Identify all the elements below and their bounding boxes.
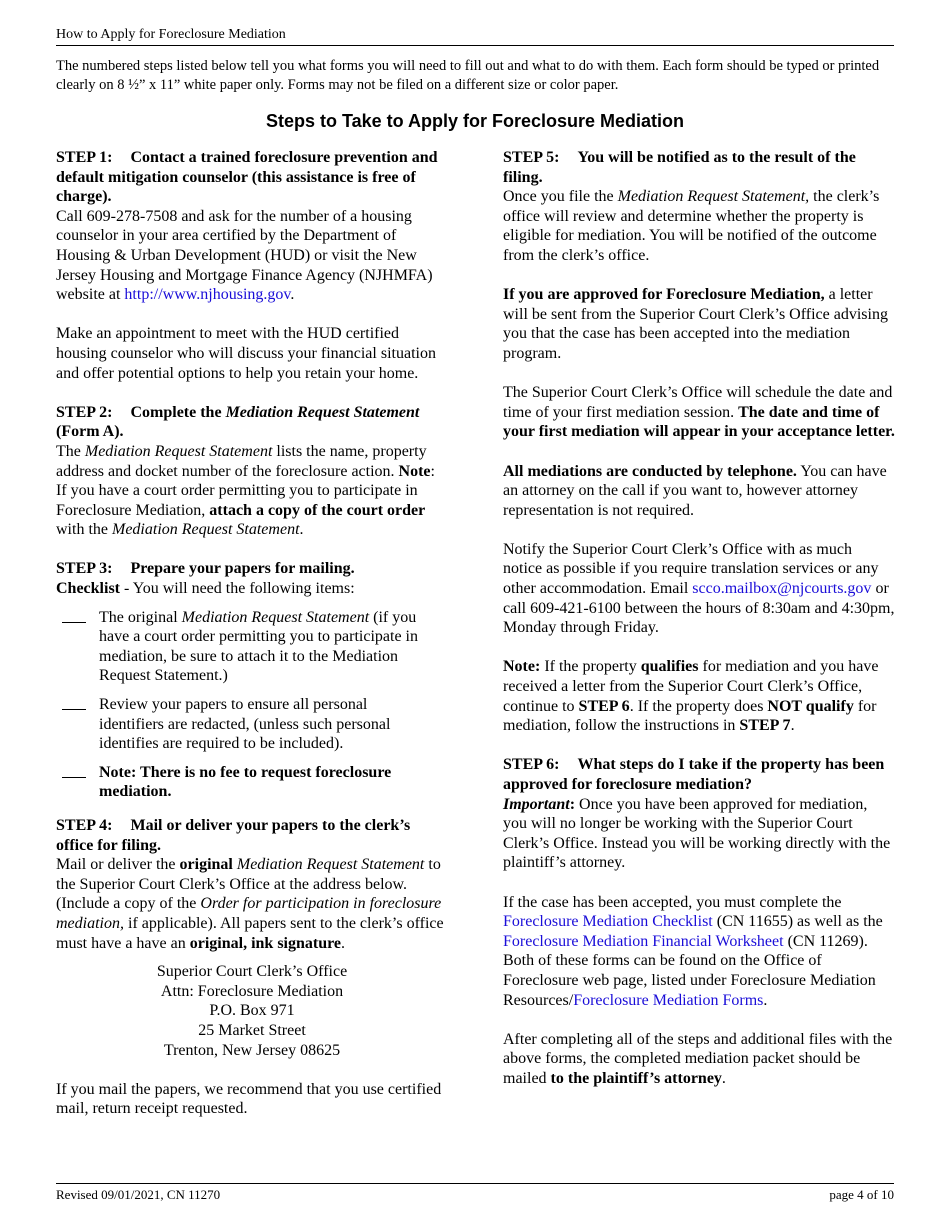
step3-heading: STEP 3: Prepare your papers for mailing. [56,560,355,578]
mediation-forms-link[interactable]: Foreclosure Mediation Forms [573,991,764,1009]
page-footer [56,1183,894,1203]
step5-paragraph-2: If you are approved for Foreclosure Mediation, a letter will be sent from the Superior Court Clerk’s Office advising you that the case has been accepted into the mediation program. [503,286,888,362]
step1-paragraph-2: Make an appointment to meet with the HUD certified housing counselor who will discuss your financial situation and offer potential options to help you retain your home. [56,325,436,382]
step1-heading: STEP 1: Contact a trained foreclosure prevention and default mitigation counselor (this assistance is free of charge). [56,149,438,206]
page-title: Steps to Take to Apply for Foreclosure Mediation [265,111,685,131]
step5-paragraph-1: Once you file the Mediation Request Statement, the clerk’s office will review and determine whether the property is eligible for mediation. You will be notified of the outcome from the clerk’s office. [503,188,880,264]
checklist-item: Note: There is no fee to request foreclosure mediation. [56,763,448,802]
financial-worksheet-link[interactable]: Foreclosure Mediation Financial Worksheet [503,932,784,950]
step2-body: The Mediation Request Statement lists the name, property address and docket number of the foreclosure action. Note: If you have a court order permitting you to participate in Foreclosure Mediation, attach a copy of the court order with the Mediation Request Statement. [56,442,435,539]
check-blank [62,612,86,623]
mailing-address: Superior Court Clerk’s Office Attn: Foreclosure Mediation P.O. Box 971 25 Market Street Trenton, New Jersey 08625 [156,963,348,1059]
left-column [56,148,448,1119]
step6-paragraph-2: If the case has been accepted, you must complete the Foreclosure Mediation Checklist (CN 11655) as well as the Foreclosure Mediation Financial Worksheet (CN 11269). Both of these forms can be found on the Office of Foreclosure web page, listed under Foreclosure Mediation Resources/Foreclosure Mediation Forms. [503,893,883,1009]
checklist-form-link[interactable]: Foreclosure Mediation Checklist [503,913,713,931]
step6-heading: STEP 6: What steps do I take if the property has been approved for foreclosure mediation? [503,756,885,793]
step6-paragraph-3: After completing all of the steps and additional files with the above forms, the completed mediation packet should be mailed to the plaintiff’s attorney. [503,1030,893,1087]
step5-heading: STEP 5: You will be notified as to the result of the filing. [503,149,856,186]
intro-paragraph: The numbered steps listed below tell you what forms you will need to fill out and what to do with them. Each form should be typed or printed clearly on 8 ½” x 11” white paper only. Forms may not be filed on a different size or color paper. [56,58,880,93]
step5-paragraph-5: Notify the Superior Court Clerk’s Office with as much notice as possible if you require translation services or any other accommodation. Email scco.mailbox@njcourts.gov or call 609-421-6100 between the hours of 8:30am and 4:30pm, Monday through Friday. [503,540,895,637]
step5-paragraph-3: The Superior Court Clerk’s Office will schedule the date and time of your first mediation session. The date and time of your first mediation will appear in your acceptance letter. [503,384,895,441]
check-blank [62,699,86,710]
revision-info: Revised 09/01/2021, CN 11270 [56,1187,221,1202]
mail-note: If you mail the papers, we recommend that you use certified mail, return receipt requested. [56,1080,442,1118]
step6-paragraph-1: Important: Once you have been approved for mediation, you will no longer be working with the Superior Court Clerk’s Office. Instead you will be working directly with the plaintiff’s attorney. [503,795,891,872]
step4-body: Mail or deliver the original Mediation Request Statement to the Superior Court Clerk’s Office at the address below. (Include a copy of the Order for participation in foreclosure mediation, if applicable). All papers sent to the clerk’s office must have a have an original, ink signature. [56,856,444,952]
right-column [503,148,895,1089]
checklist-item: The original Mediation Request Statement (if you have a court order permitting you to participate in mediation, be sure to attach it to the Mediation Request Statement.) [56,608,448,686]
check-blank [62,767,86,778]
checklist-item: Review your papers to ensure all personal identifiers are redacted, (unless such personal identifies are required to be included). [56,695,448,754]
step5-note: Note: If the property qualifies for mediation and you have received a letter from the Superior Court Clerk’s Office, continue to STEP 6. If the property does NOT qualify for mediation, follow the instructions in STEP 7. [503,658,879,735]
njhousing-link[interactable]: http://www.njhousing.gov [124,286,291,304]
step5-paragraph-4: All mediations are conducted by telephone. You can have an attorney on the call if you want to, however attorney representation is not required. [503,462,887,519]
step3-checklist-intro: Checklist - You will need the following items: [56,580,355,598]
page-number: page 4 of 10 [829,1187,894,1202]
step4-heading: STEP 4: Mail or deliver your papers to the clerk’s office for filing. [56,817,411,854]
running-header: How to Apply for Foreclosure Mediation [56,27,894,46]
email-link[interactable]: scco.mailbox@njcourts.gov [692,580,872,598]
step1-body: Call 609-278-7508 and ask for the number of a housing counselor in your area certified by the Department of Housing & Urban Development (HUD) or visit the New Jersey Housing and Mortgage Finance Agency (NJHMFA) website at http://www.njhousing.gov. [56,207,433,304]
step2-heading: STEP 2: Complete the Mediation Request Statement (Form A). [56,403,420,441]
